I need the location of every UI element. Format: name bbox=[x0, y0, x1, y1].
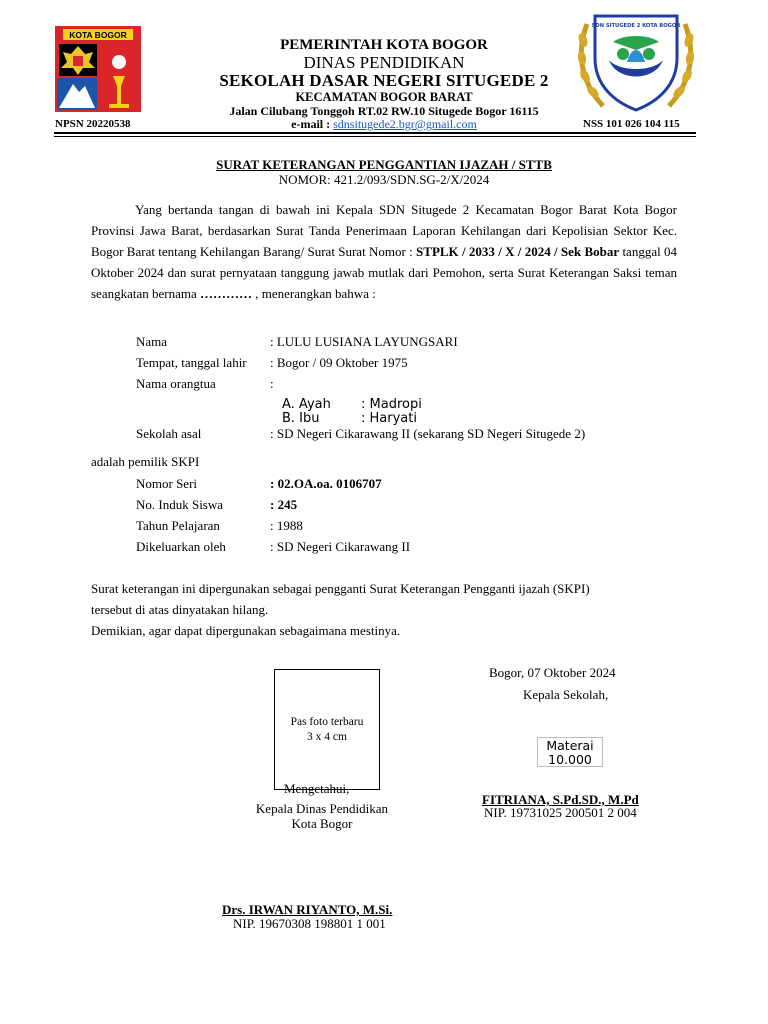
police-report-number: STPLK / 2033 / X / 2024 / Sek Bobar bbox=[416, 244, 620, 259]
ayah-label: A. Ayah bbox=[282, 397, 331, 412]
sekolah-label: Sekolah asal bbox=[136, 426, 202, 441]
dikeluarkan-value: : SD Negeri Cikarawang II bbox=[270, 539, 411, 554]
acknowledged-label: Mengetahui, bbox=[284, 781, 350, 796]
skpi-intro: adalah pemilik SKPI bbox=[91, 454, 200, 469]
dinas-head-name: Drs. IRWAN RIYANTO, M.Si. bbox=[222, 902, 393, 917]
ttl-label: Tempat, tanggal lahir bbox=[136, 355, 247, 370]
closing-line-1: Surat keterangan ini dipergunakan sebagai pengganti Surat Keterangan Pengganti ijazah (SKPI) bbox=[91, 581, 590, 596]
headmaster-nip: NIP. 19731025 200501 2 004 bbox=[484, 805, 637, 820]
document-title: SURAT KETERANGAN PENGGANTIAN IJAZAH / STTB bbox=[216, 157, 552, 172]
letterhead-district: KECAMATAN BOGOR BARAT bbox=[295, 90, 473, 104]
dinas-position-2: Kota Bogor bbox=[291, 816, 353, 831]
paragraph-text-2: tanggal 04 Oktober 2024 dan surat pernyataan tanggung jawab mutlak dari Pemohon, serta Surat Keterangan Saksi teman seangkatan bernama bbox=[91, 244, 678, 301]
paragraph-text-1: Yang bertanda tangan di bawah ini Kepala SDN Situgede 2 Kecamatan Bogor Barat Kota Bogor Provinsi Jawa Barat, berdasarkan Surat Tanda Penerimaan Laporan Kehilangan dari Kepolisian Sektor Kec. Bogor Barat tentang Kehilangan Barang/ Surat Surat Nomor : bbox=[91, 202, 677, 259]
tahun-value: : 1988 bbox=[270, 518, 303, 533]
induk-value: : 245 bbox=[270, 497, 298, 512]
ayah-value: : Madropi bbox=[361, 397, 422, 412]
nama-value: : LULU LUSIANA LAYUNGSARI bbox=[270, 334, 458, 349]
ortu-label: Nama orangtua bbox=[136, 376, 216, 391]
letterhead-divider-thick bbox=[54, 132, 696, 134]
witness-name-placeholder: ………… bbox=[200, 286, 253, 301]
headmaster-position: Kepala Sekolah, bbox=[523, 687, 609, 702]
nomor-seri-value: : 02.OA.oa. 0106707 bbox=[270, 476, 382, 491]
nss: NSS 101 026 104 115 bbox=[583, 118, 680, 130]
materai-label: Materai bbox=[546, 738, 594, 753]
place-date: Bogor, 07 Oktober 2024 bbox=[489, 665, 616, 680]
materai-value: 10.000 bbox=[548, 752, 592, 767]
ibu-label: B. Ibu bbox=[282, 411, 320, 426]
npsn: NPSN 20220538 bbox=[55, 118, 131, 130]
svg-text:SDN SITUGEDE 2 KOTA BOGOR: SDN SITUGEDE 2 KOTA BOGOR bbox=[591, 23, 681, 29]
letterhead-school: SEKOLAH DASAR NEGERI SITUGEDE 2 bbox=[219, 71, 549, 90]
photo-line-1: Pas foto terbaru bbox=[290, 716, 364, 728]
ttl-value: : Bogor / 09 Oktober 1975 bbox=[270, 355, 408, 370]
induk-label: No. Induk Siswa bbox=[136, 497, 224, 512]
dinas-head-nip: NIP. 19670308 198801 1 001 bbox=[233, 916, 386, 931]
photo-line-2: 3 x 4 cm bbox=[307, 731, 347, 743]
closing-line-3: Demikian, agar dapat dipergunakan sebagaimana mestinya. bbox=[91, 623, 401, 638]
materai-stamp bbox=[537, 737, 603, 767]
letterhead-address: Jalan Cilubang Tonggoh RT.02 RW.10 Situgede Bogor 16115 bbox=[229, 104, 539, 118]
letterhead-government: PEMERINTAH KOTA BOGOR bbox=[280, 37, 488, 53]
dikeluarkan-label: Dikeluarkan oleh bbox=[136, 539, 226, 554]
headmaster-name: FITRIANA, S.Pd.SD., M.Pd bbox=[482, 792, 639, 807]
dinas-position-1: Kepala Dinas Pendidikan bbox=[255, 801, 389, 816]
document-number: NOMOR: 421.2/093/SDN.SG-2/X/2024 bbox=[278, 172, 490, 187]
paragraph-text-3: , menerangkan bahwa : bbox=[252, 286, 376, 301]
nomor-seri-label: Nomor Seri bbox=[136, 476, 198, 491]
photo-placeholder-text bbox=[274, 715, 380, 745]
ortu-value: : bbox=[270, 376, 274, 391]
sekolah-value: : SD Negeri Cikarawang II (sekarang SD Negeri Situgede 2) bbox=[270, 426, 586, 441]
nama-label: Nama bbox=[136, 334, 168, 349]
email-link[interactable]: sdnsitugede2.bgr@gmail.com bbox=[333, 117, 477, 131]
tahun-label: Tahun Pelajaran bbox=[136, 518, 220, 533]
email-label: e-mail : bbox=[291, 117, 331, 131]
closing-line-2: tersebut di atas dinyatakan hilang. bbox=[91, 602, 269, 617]
letterhead-department: DINAS PENDIDIKAN bbox=[303, 53, 465, 72]
svg-text:KOTA BOGOR: KOTA BOGOR bbox=[69, 30, 127, 40]
ibu-value: : Haryati bbox=[361, 411, 417, 426]
opening-paragraph bbox=[91, 199, 677, 304]
letterhead-divider-thin bbox=[54, 136, 696, 137]
